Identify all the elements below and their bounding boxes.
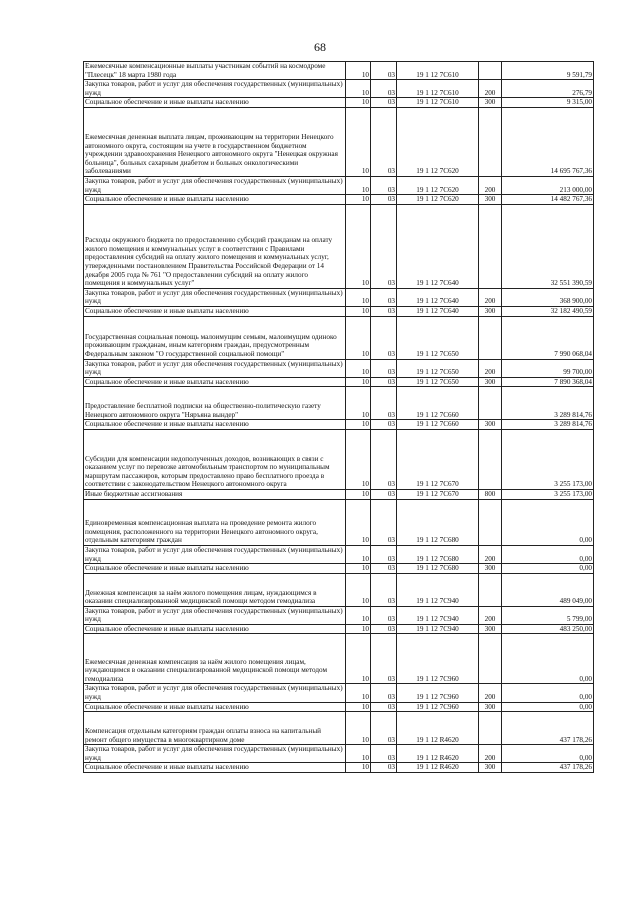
budget-table [83, 61, 594, 773]
cell-section: 10 [346, 387, 371, 420]
cell-subsection: 03 [371, 359, 397, 377]
cell-amount: 437 178,26 [502, 763, 594, 773]
cell-target-code: 19 1 12 7С680 [397, 499, 479, 545]
cell-subsection: 03 [371, 489, 397, 499]
cell-target-code: 19 1 12 7С610 [397, 80, 479, 98]
cell-target-code: 19 1 12 7С940 [397, 606, 479, 624]
cell-subsection: 03 [371, 80, 397, 98]
budget-table-body [84, 62, 594, 773]
cell-section: 10 [346, 606, 371, 624]
cell-expense-type: 300 [479, 763, 502, 773]
cell-section: 10 [346, 306, 371, 316]
cell-amount: 213 000,00 [502, 176, 594, 194]
cell-subsection: 03 [371, 107, 397, 176]
cell-target-code: 19 1 12 7С940 [397, 573, 479, 606]
table-row [84, 62, 594, 80]
cell-subsection: 03 [371, 98, 397, 108]
cell-subsection: 03 [371, 573, 397, 606]
cell-expense-type: 200 [479, 745, 502, 763]
cell-amount: 0,00 [502, 684, 594, 702]
cell-name: Социальное обеспечение и иные выплаты населению [84, 420, 346, 430]
cell-target-code: 19 1 12 7С620 [397, 107, 479, 176]
cell-target-code: 19 1 12 R4620 [397, 745, 479, 763]
table-row [84, 420, 594, 430]
cell-section: 10 [346, 499, 371, 545]
cell-subsection: 03 [371, 429, 397, 489]
cell-target-code: 19 1 12 7С960 [397, 684, 479, 702]
cell-subsection: 03 [371, 606, 397, 624]
table-row [84, 702, 594, 712]
cell-amount: 9 315,00 [502, 98, 594, 108]
cell-name: Закупка товаров, работ и услуг для обеспечения государственных (муниципальных) нужд [84, 359, 346, 377]
cell-subsection: 03 [371, 387, 397, 420]
cell-expense-type: 200 [479, 545, 502, 563]
cell-subsection: 03 [371, 420, 397, 430]
cell-subsection: 03 [371, 545, 397, 563]
table-row [84, 316, 594, 359]
cell-expense-type: 300 [479, 306, 502, 316]
cell-target-code: 19 1 12 7С960 [397, 702, 479, 712]
cell-amount: 0,00 [502, 702, 594, 712]
cell-amount: 437 178,26 [502, 712, 594, 745]
cell-section: 10 [346, 763, 371, 773]
cell-target-code: 19 1 12 7С660 [397, 420, 479, 430]
cell-name: Субсидии для компенсации недополученных доходов, возникающих в связи с оказанием услуг по перевозке автомобильным транспортом по муниципальным маршрутам пассажиров, которым предоставлено право бесплатного проезда в соответствии с законодательством Ненецкого автономного округа [84, 429, 346, 489]
cell-section: 10 [346, 745, 371, 763]
cell-subsection: 03 [371, 624, 397, 634]
cell-section: 10 [346, 429, 371, 489]
cell-name: Социальное обеспечение и иные выплаты населению [84, 306, 346, 316]
cell-expense-type: 300 [479, 420, 502, 430]
cell-amount: 276,79 [502, 80, 594, 98]
cell-section: 10 [346, 624, 371, 634]
cell-name: Социальное обеспечение и иные выплаты населению [84, 98, 346, 108]
cell-section: 10 [346, 204, 371, 288]
cell-section: 10 [346, 107, 371, 176]
cell-section: 10 [346, 634, 371, 684]
cell-name: Ежемесячная денежная компенсация за наём жилого помещения лицам, нуждающимся в оказании специализированной медицинской помощи методом гемодиализа [84, 634, 346, 684]
cell-expense-type: 800 [479, 489, 502, 499]
page-number: 68 [314, 40, 326, 54]
cell-subsection: 03 [371, 564, 397, 574]
cell-section: 10 [346, 288, 371, 306]
cell-amount: 32 551 390,59 [502, 204, 594, 288]
cell-target-code: 19 1 12 7С620 [397, 195, 479, 205]
cell-expense-type [479, 107, 502, 176]
cell-name: Закупка товаров, работ и услуг для обеспечения государственных (муниципальных) нужд [84, 176, 346, 194]
cell-section: 10 [346, 316, 371, 359]
cell-expense-type: 200 [479, 606, 502, 624]
cell-subsection: 03 [371, 306, 397, 316]
cell-subsection: 03 [371, 316, 397, 359]
cell-expense-type [479, 634, 502, 684]
cell-amount: 5 799,00 [502, 606, 594, 624]
cell-name: Расходы окружного бюджета по предоставлению субсидий гражданам на оплату жилого помещения и коммунальных услуг в соответствии с Правилами предоставления субсидий на оплату жилого помещения и коммунальных услуг, утвержденными постановлением Правительства Российской Федерации от 14 декабря 2005 года № 761 "О предоставлении субсидий на оплату жилого помещения и коммунальных услуг" [84, 204, 346, 288]
cell-amount: 7 890 368,04 [502, 377, 594, 387]
cell-name: Единовременная компенсационная выплата на проведение ремонта жилого помещения, расположенного на территории Ненецкого автономного округа, отдельным категориям граждан [84, 499, 346, 545]
cell-expense-type: 200 [479, 80, 502, 98]
cell-section: 10 [346, 573, 371, 606]
cell-subsection: 03 [371, 499, 397, 545]
table-row [84, 564, 594, 574]
cell-section: 10 [346, 702, 371, 712]
cell-target-code: 19 1 12 7С670 [397, 489, 479, 499]
table-row [84, 195, 594, 205]
cell-expense-type: 300 [479, 564, 502, 574]
table-row [84, 606, 594, 624]
cell-amount: 0,00 [502, 634, 594, 684]
cell-expense-type: 200 [479, 176, 502, 194]
table-row [84, 499, 594, 545]
cell-subsection: 03 [371, 712, 397, 745]
cell-amount: 489 049,00 [502, 573, 594, 606]
cell-section: 10 [346, 564, 371, 574]
cell-amount: 0,00 [502, 545, 594, 563]
cell-name: Социальное обеспечение и иные выплаты населению [84, 624, 346, 634]
cell-amount: 483 250,00 [502, 624, 594, 634]
cell-target-code: 19 1 12 7С640 [397, 288, 479, 306]
cell-amount: 0,00 [502, 564, 594, 574]
table-row [84, 377, 594, 387]
cell-target-code: 19 1 12 7С660 [397, 387, 479, 420]
table-row [84, 204, 594, 288]
cell-subsection: 03 [371, 204, 397, 288]
cell-name: Ежемесячная денежная выплата лицам, проживающим на территории Ненецкого автономного округа, состоящим на учете в государственном бюджетном учреждении здравоохранения Ненецкого автономного округа "Ненецкая окружная больница", больных сахарным диабетом и больных онкологическими заболеваниями [84, 107, 346, 176]
table-row [84, 634, 594, 684]
cell-section: 10 [346, 80, 371, 98]
cell-subsection: 03 [371, 176, 397, 194]
cell-amount: 368 900,00 [502, 288, 594, 306]
cell-expense-type [479, 204, 502, 288]
table-row [84, 359, 594, 377]
cell-expense-type [479, 499, 502, 545]
cell-name: Закупка товаров, работ и услуг для обеспечения государственных (муниципальных) нужд [84, 606, 346, 624]
table-row [84, 80, 594, 98]
cell-section: 10 [346, 489, 371, 499]
cell-expense-type [479, 573, 502, 606]
table-row [84, 489, 594, 499]
cell-name: Закупка товаров, работ и услуг для обеспечения государственных (муниципальных) нужд [84, 745, 346, 763]
cell-amount: 3 255 173,00 [502, 429, 594, 489]
cell-amount: 99 700,00 [502, 359, 594, 377]
cell-name: Предоставление бесплатной подписки на общественно-политическую газету Ненецкого автономного округа "Няръяна вындер" [84, 387, 346, 420]
cell-amount: 0,00 [502, 499, 594, 545]
cell-section: 10 [346, 712, 371, 745]
cell-target-code: 19 1 12 7С620 [397, 176, 479, 194]
cell-expense-type: 300 [479, 195, 502, 205]
table-row [84, 107, 594, 176]
cell-expense-type: 200 [479, 684, 502, 702]
table-row [84, 288, 594, 306]
cell-subsection: 03 [371, 702, 397, 712]
cell-subsection: 03 [371, 745, 397, 763]
table-row [84, 306, 594, 316]
cell-section: 10 [346, 176, 371, 194]
cell-expense-type: 200 [479, 359, 502, 377]
cell-name: Закупка товаров, работ и услуг для обеспечения государственных (муниципальных) нужд [84, 288, 346, 306]
cell-target-code: 19 1 12 7С680 [397, 545, 479, 563]
cell-section: 10 [346, 359, 371, 377]
cell-target-code: 19 1 12 7С650 [397, 359, 479, 377]
cell-expense-type [479, 429, 502, 489]
cell-target-code: 19 1 12 R4620 [397, 712, 479, 745]
cell-name: Закупка товаров, работ и услуг для обеспечения государственных (муниципальных) нужд [84, 80, 346, 98]
cell-amount: 3 255 173,00 [502, 489, 594, 499]
cell-amount: 3 289 814,76 [502, 420, 594, 430]
cell-target-code: 19 1 12 7С610 [397, 98, 479, 108]
table-row [84, 429, 594, 489]
table-row [84, 712, 594, 745]
cell-name: Социальное обеспечение и иные выплаты населению [84, 564, 346, 574]
cell-expense-type [479, 316, 502, 359]
cell-section: 10 [346, 684, 371, 702]
cell-target-code: 19 1 12 7С960 [397, 634, 479, 684]
cell-name: Социальное обеспечение и иные выплаты населению [84, 195, 346, 205]
cell-target-code: 19 1 12 7С940 [397, 624, 479, 634]
cell-amount: 9 591,79 [502, 62, 594, 80]
cell-target-code: 19 1 12 7С640 [397, 306, 479, 316]
cell-expense-type: 200 [479, 288, 502, 306]
cell-name: Социальное обеспечение и иные выплаты населению [84, 377, 346, 387]
cell-name: Денежная компенсация за наём жилого помещения лицам, нуждающимся в оказании специализированной медицинской помощи методом гемодиализа [84, 573, 346, 606]
table-row [84, 545, 594, 563]
cell-target-code: 19 1 12 7С610 [397, 62, 479, 80]
cell-subsection: 03 [371, 288, 397, 306]
cell-name: Социальное обеспечение и иные выплаты населению [84, 763, 346, 773]
cell-expense-type [479, 62, 502, 80]
cell-amount: 0,00 [502, 745, 594, 763]
table-row [84, 98, 594, 108]
cell-subsection: 03 [371, 377, 397, 387]
cell-name: Социальное обеспечение и иные выплаты населению [84, 702, 346, 712]
cell-section: 10 [346, 545, 371, 563]
cell-name: Закупка товаров, работ и услуг для обеспечения государственных (муниципальных) нужд [84, 684, 346, 702]
cell-target-code: 19 1 12 7С650 [397, 316, 479, 359]
cell-expense-type [479, 387, 502, 420]
cell-subsection: 03 [371, 763, 397, 773]
cell-name: Компенсация отдельным категориям граждан оплаты взноса на капитальный ремонт общего имущества в многоквартирном доме [84, 712, 346, 745]
table-row [84, 387, 594, 420]
cell-name: Ежемесячные компенсационные выплаты участникам событий на космодроме "Плесецк" 18 марта 1980 года [84, 62, 346, 80]
cell-target-code: 19 1 12 R4620 [397, 763, 479, 773]
cell-subsection: 03 [371, 684, 397, 702]
table-row [84, 624, 594, 634]
cell-amount: 3 289 814,76 [502, 387, 594, 420]
cell-target-code: 19 1 12 7С680 [397, 564, 479, 574]
cell-target-code: 19 1 12 7С650 [397, 377, 479, 387]
cell-name: Государственная социальная помощь малоимущим семьям, малоимущим одиноко проживающим гражданам, иным категориям граждан, предусмотренным Федеральным законом "О государственной социальной помощи" [84, 316, 346, 359]
cell-amount: 7 990 068,04 [502, 316, 594, 359]
cell-subsection: 03 [371, 634, 397, 684]
cell-name: Закупка товаров, работ и услуг для обеспечения государственных (муниципальных) нужд [84, 545, 346, 563]
cell-amount: 14 482 767,36 [502, 195, 594, 205]
cell-amount: 32 182 490,59 [502, 306, 594, 316]
cell-expense-type: 300 [479, 624, 502, 634]
cell-amount: 14 695 767,36 [502, 107, 594, 176]
cell-section: 10 [346, 377, 371, 387]
cell-target-code: 19 1 12 7С640 [397, 204, 479, 288]
table-row [84, 745, 594, 763]
cell-subsection: 03 [371, 62, 397, 80]
table-row [84, 176, 594, 194]
cell-expense-type [479, 712, 502, 745]
cell-expense-type: 300 [479, 377, 502, 387]
table-row [84, 763, 594, 773]
table-row [84, 573, 594, 606]
cell-target-code: 19 1 12 7С670 [397, 429, 479, 489]
cell-section: 10 [346, 420, 371, 430]
cell-section: 10 [346, 62, 371, 80]
cell-expense-type: 300 [479, 98, 502, 108]
table-row [84, 684, 594, 702]
cell-section: 10 [346, 195, 371, 205]
cell-expense-type: 300 [479, 702, 502, 712]
cell-subsection: 03 [371, 195, 397, 205]
cell-name: Иные бюджетные ассигнования [84, 489, 346, 499]
cell-section: 10 [346, 98, 371, 108]
